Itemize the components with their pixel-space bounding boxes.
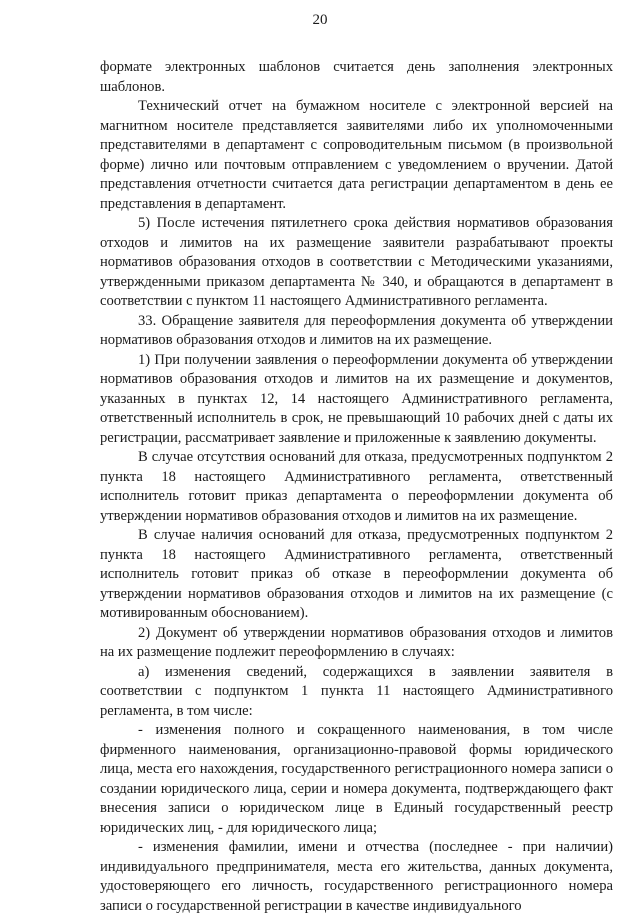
paragraph: формате электронных шаблонов считается день заполнения электронных шаблонов. <box>100 59 613 95</box>
paragraph: - изменения полного и сокращенного наименования, в том числе фирменного наименования, организационно-правовой формы юридического лица, места его нахождения, государственного регистрационного номера записи о создании юридического лица, серии и номера документа, подтверждающего факт внесения записи о юридическом лице в Единый государственный реестр юридических лиц, - для юридического лица; <box>100 722 613 836</box>
paragraph: Технический отчет на бумажном носителе с электронной версией на магнитном носителе представляется заявителями либо их уполномоченными представителями в департамент с сопроводительным письмом (в произвольной форме) лично или почтовым отправлением с уведомлением о вручении. Датой представления отчетности считается дата регистрации департаментом в день ее представления в департамент. <box>100 98 613 212</box>
paragraph: - изменения фамилии, имени и отчества (последнее - при наличии) индивидуального предпринимателя, места его жительства, данных документа, удостоверяющего его личность, государственного регистрационного номера записи о государственной регистрации в качестве индивидуального <box>100 839 613 914</box>
paragraph: 2) Документ об утверждении нормативов образования отходов и лимитов на их размещение подлежит переоформлению в случаях: <box>100 624 613 660</box>
paragraph: В случае наличия оснований для отказа, предусмотренных подпунктом 2 пункта 18 настоящего Административного регламента, ответственный исполнитель готовит приказ об отказе в переоформлении документа об утверждении нормативов образования отходов и лимитов на их размещение (с мотивированным обоснованием). <box>100 527 613 621</box>
paragraph: 33. Обращение заявителя для переоформления документа об утверждении нормативов образования отходов и лимитов на их размещение. <box>100 312 613 348</box>
paragraph: В случае отсутствия оснований для отказа, предусмотренных подпунктом 2 пункта 18 настоящего Административного регламента, ответственный исполнитель готовит приказ департамента о переоформлении документа об утверждении нормативов образования отходов и лимитов на их размещение. <box>100 449 613 524</box>
paragraph: 5) После истечения пятилетнего срока действия нормативов образования отходов и лимитов на их размещение заявители разрабатывают проекты нормативов образования отходов в соответствии с Методическими указаниями, утвержденными приказом департамента № 340, и обращаются в департамент в соответствии с пунктом 11 настоящего Административного регламента. <box>100 215 613 309</box>
page-number: 20 <box>312 12 328 28</box>
paragraph: 1) При получении заявления о переоформлении документа об утверждении нормативов образования отходов и лимитов на их размещение и документов, указанных в пунктах 12, 14 настоящего Административного регламента, ответственный исполнитель в срок, не превышающий 10 рабочих дней с даты их регистрации, рассматривает заявление и приложенные к заявлению документы. <box>100 351 613 446</box>
document-body <box>100 58 613 916</box>
paragraph: а) изменения сведений, содержащихся в заявлении заявителя в соответствии с подпунктом 1 пункта 11 настоящего Административного регламента, в том числе: <box>100 663 613 719</box>
